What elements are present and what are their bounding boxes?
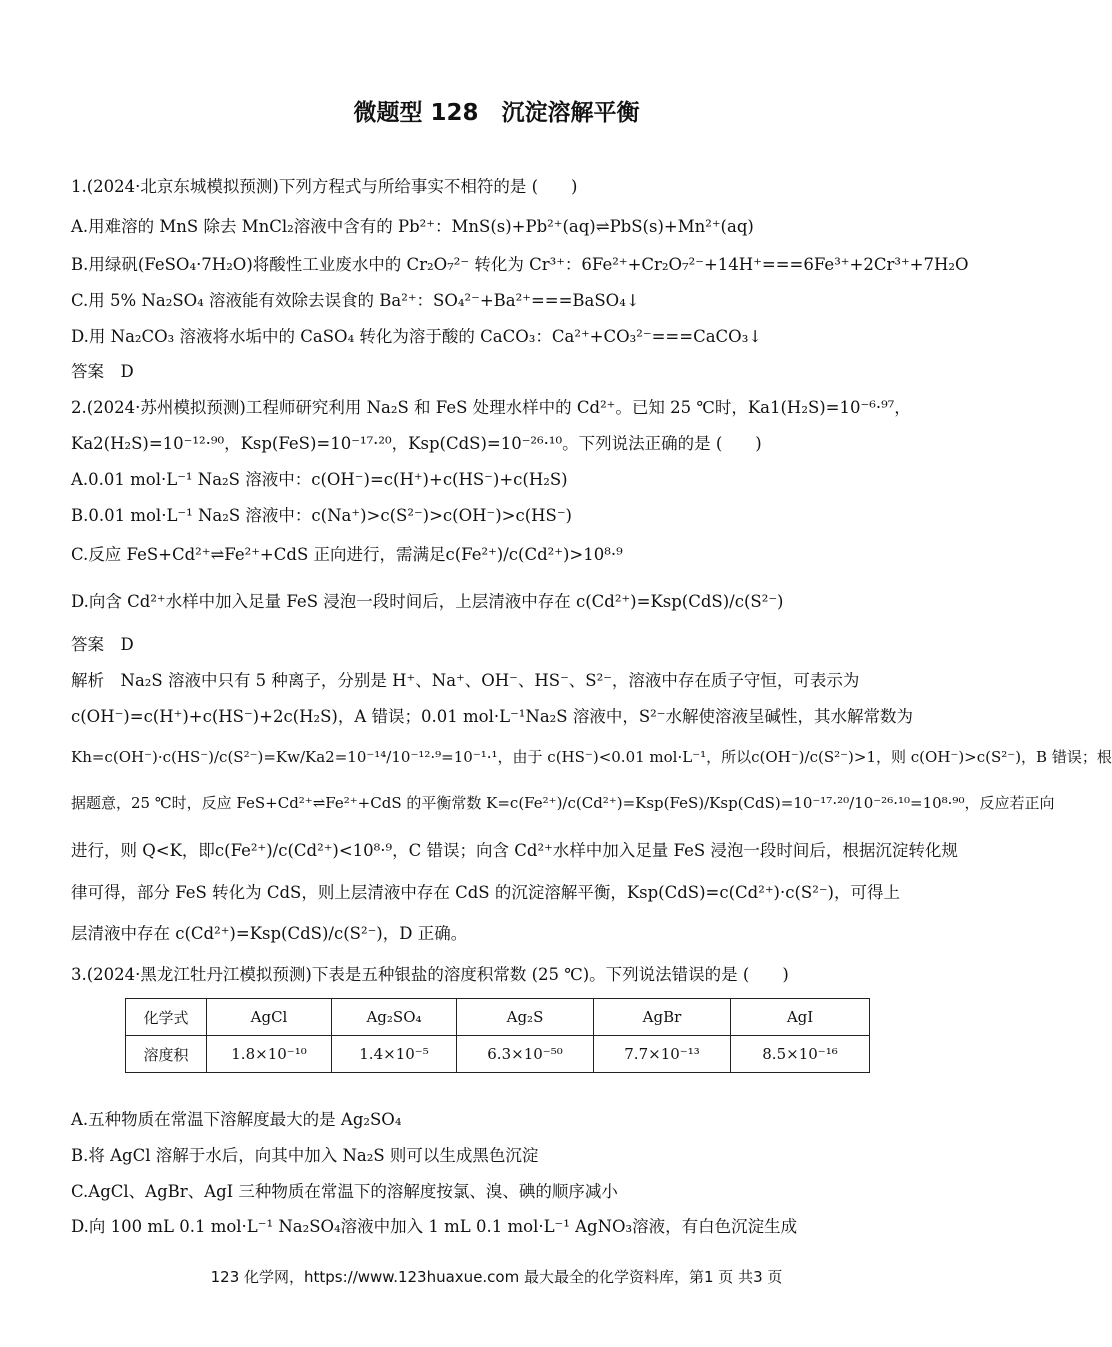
table-header-cell: AgCl [207, 999, 332, 1036]
table-cell: 1.8×10⁻¹⁰ [207, 1036, 332, 1073]
page-footer: 123 化学网，https://www.123huaxue.com 最大最全的化学资料库，第1 页 共3 页 [210, 1268, 783, 1286]
q2-analysis-line: 据题意，25 ℃时，反应 FeS+Cd²⁺⇌Fe²⁺+CdS 的平衡常数 K=c(Fe²⁺)/c(Cd²⁺)=Ksp(FeS)/Ksp(CdS)=10⁻¹⁷·²⁰/10⁻²⁶·¹⁰=10⁸·⁹⁰，反应若正向 [71, 794, 1055, 812]
table-header-cell: Ag₂S [457, 999, 594, 1036]
q2-analysis-line: 层清液中存在 c(Cd²⁺)=Ksp(CdS)/c(S²⁻)，D 正确。 [71, 924, 468, 943]
q2-option-d: D.向含 Cd²⁺水样中加入足量 FeS 浸泡一段时间后，上层清液中存在 c(Cd²⁺)=Ksp(CdS)/c(S²⁻) [71, 592, 784, 611]
q2-option-a: A.0.01 mol·L⁻¹ Na₂S 溶液中：c(OH⁻)=c(H⁺)+c(HS⁻)+c(H₂S) [71, 470, 568, 489]
q1-answer: 答案 D [71, 362, 134, 381]
table-header-row [126, 999, 870, 1036]
q2-analysis-line: 进行，则 Q<K，即c(Fe²⁺)/c(Cd²⁺)<10⁸·⁹，C 错误；向含 Cd²⁺水样中加入足量 FeS 浸泡一段时间后，根据沉淀转化规 [71, 841, 958, 860]
table-header-cell: AgI [731, 999, 870, 1036]
q3-option-b: B.将 AgCl 溶解于水后，向其中加入 Na₂S 则可以生成黑色沉淀 [71, 1146, 539, 1165]
q3-stem: 3.(2024·黑龙江牡丹江模拟预测)下表是五种银盐的溶度积常数 (25 ℃)。下列说法错误的是 ( ) [71, 965, 789, 984]
table-header-cell: Ag₂SO₄ [332, 999, 457, 1036]
table-cell: 7.7×10⁻¹³ [594, 1036, 731, 1073]
q3-option-c: C.AgCl、AgBr、AgI 三种物质在常温下的溶解度按氯、溴、碘的顺序减小 [71, 1182, 618, 1201]
q2-option-c: C.反应 FeS+Cd²⁺⇌Fe²⁺+CdS 正向进行，需满足c(Fe²⁺)/c(Cd²⁺)>10⁸·⁹ [71, 545, 623, 564]
q1-option-c: C.用 5% Na₂SO₄ 溶液能有效除去误食的 Ba²⁺：SO₄²⁻+Ba²⁺===BaSO₄↓ [71, 291, 640, 310]
q2-answer: 答案 D [71, 635, 134, 654]
q2-analysis-line: Kh=c(OH⁻)·c(HS⁻)/c(S²⁻)=Kw/Ka2=10⁻¹⁴/10⁻¹²·⁹=10⁻¹·¹，由于 c(HS⁻)<0.01 mol·L⁻¹，所以c(OH⁻)/c(S²⁻)>1，则 c(OH⁻)>c(S²⁻)，B 错误；根 [71, 748, 1112, 766]
q2-stem-line1: 2.(2024·苏州模拟预测)工程师研究利用 Na₂S 和 FeS 处理水样中的 Cd²⁺。已知 25 ℃时，Ka1(H₂S)=10⁻⁶·⁹⁷， [71, 398, 911, 417]
q2-analysis-line: c(OH⁻)=c(H⁺)+c(HS⁻)+2c(H₂S)，A 错误；0.01 mol·L⁻¹Na₂S 溶液中，S²⁻水解使溶液呈碱性，其水解常数为 [71, 707, 913, 726]
table-cell: 1.4×10⁻⁵ [332, 1036, 457, 1073]
q2-option-b: B.0.01 mol·L⁻¹ Na₂S 溶液中：c(Na⁺)>c(S²⁻)>c(OH⁻)>c(HS⁻) [71, 506, 572, 525]
q1-option-a: A.用难溶的 MnS 除去 MnCl₂溶液中含有的 Pb²⁺：MnS(s)+Pb²⁺(aq)⇌PbS(s)+Mn²⁺(aq) [71, 217, 754, 236]
q3-option-a: A.五种物质在常温下溶解度最大的是 Ag₂SO₄ [71, 1110, 402, 1129]
q2-stem-line2: Ka2(H₂S)=10⁻¹²·⁹⁰，Ksp(FeS)=10⁻¹⁷·²⁰，Ksp(CdS)=10⁻²⁶·¹⁰。下列说法正确的是 ( ) [71, 434, 762, 453]
q2-analysis-line: 律可得，部分 FeS 转化为 CdS，则上层清液中存在 CdS 的沉淀溶解平衡，Ksp(CdS)=c(Cd²⁺)·c(S²⁻)，可得上 [71, 883, 900, 902]
q2-analysis-line: 解析 Na₂S 溶液中只有 5 种离子，分别是 H⁺、Na⁺、OH⁻、HS⁻、S²⁻，溶液中存在质子守恒，可表示为 [71, 671, 860, 690]
table-row [126, 1036, 870, 1073]
table-cell: 8.5×10⁻¹⁶ [731, 1036, 870, 1073]
q1-stem: 1.(2024·北京东城模拟预测)下列方程式与所给事实不相符的是 ( ) [71, 177, 578, 196]
table-header-cell: AgBr [594, 999, 731, 1036]
q1-option-b: B.用绿矾(FeSO₄·7H₂O)将酸性工业废水中的 Cr₂O₇²⁻ 转化为 Cr³⁺：6Fe²⁺+Cr₂O₇²⁻+14H⁺===6Fe³⁺+2Cr³⁺+7H₂O [71, 255, 969, 274]
table-header-cell: 化学式 [126, 999, 207, 1036]
table-cell: 6.3×10⁻⁵⁰ [457, 1036, 594, 1073]
solubility-product-table [125, 998, 870, 1073]
q1-option-d: D.用 Na₂CO₃ 溶液将水垢中的 CaSO₄ 转化为溶于酸的 CaCO₃：Ca²⁺+CO₃²⁻===CaCO₃↓ [71, 327, 763, 346]
q3-option-d: D.向 100 mL 0.1 mol·L⁻¹ Na₂SO₄溶液中加入 1 mL 0.1 mol·L⁻¹ AgNO₃溶液，有白色沉淀生成 [71, 1217, 798, 1236]
page-title: 微题型 128 沉淀溶解平衡 [353, 100, 640, 126]
table-row-label: 溶度积 [126, 1036, 207, 1073]
